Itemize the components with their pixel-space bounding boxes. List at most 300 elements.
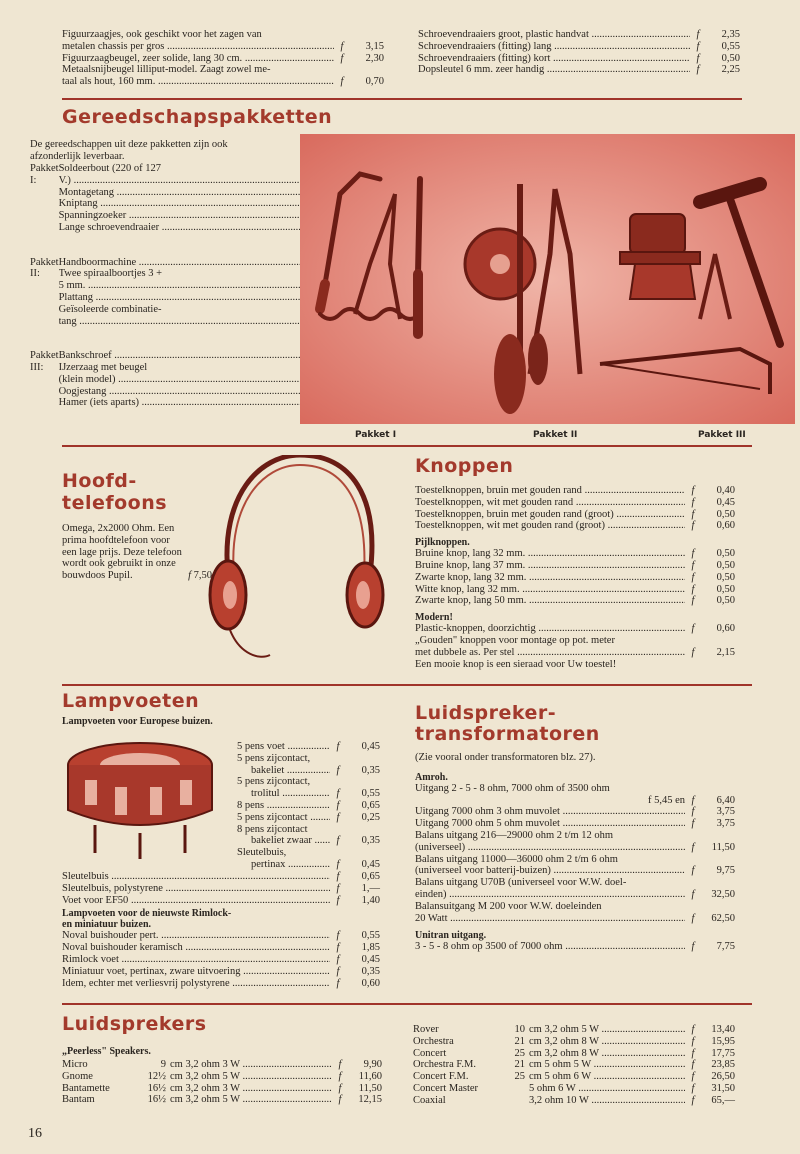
pakket-label: Pakket II: [30, 256, 59, 280]
currency-sign: f [691, 595, 695, 607]
price-row [415, 520, 735, 532]
price-row [62, 930, 380, 942]
item-price: 0,55 [361, 930, 380, 942]
divider [62, 445, 752, 447]
price-row [62, 954, 380, 966]
speaker-price: 23,85 [711, 1059, 735, 1071]
price-row [415, 485, 735, 497]
item-label: IJzerzaag met beugel [58, 361, 148, 373]
speaker-size: 16½ [147, 1082, 166, 1094]
speaker-spec: 5 ohm 6 W ..... [529, 1083, 685, 1095]
item-label: Schroevendraaiers (fitting) lang ..... [418, 41, 690, 53]
text-line: wordt ook gebruikt in onze [62, 558, 176, 570]
tube-socket-icon [68, 743, 212, 859]
item-price [701, 830, 735, 842]
item-price: 0,45 [361, 953, 380, 965]
currency-sign: f [691, 496, 695, 508]
speaker-name: Concert F.M. [413, 1071, 469, 1083]
item-label: einden) ..... [415, 889, 685, 901]
knoppen-slogan: Een mooie knop is een sieraad voor Uw toestel! [415, 658, 617, 670]
price-value: 7,50 [193, 569, 212, 581]
item-label: Sleutelbuis, polystyrene ..... [62, 883, 330, 895]
currency-sign: f [338, 1094, 342, 1106]
speaker-price: 12,15 [358, 1094, 382, 1106]
item-price: 3,15 [365, 40, 384, 52]
price-row [237, 753, 380, 765]
text-line: bouwdoos Pupil. [62, 570, 133, 582]
item-label: Voet voor EF50 ..... [62, 895, 330, 907]
item-label: 5 pens zijcontact, [237, 752, 311, 764]
item-label: 3 - 5 - 8 ohm op 3500 of 7000 ohm ..... [415, 941, 685, 953]
price-row [415, 548, 735, 560]
item-label: „Gouden" knoppen voor montage op pot. meter [415, 634, 615, 646]
screwdriver-icon [418, 179, 420, 334]
pakket-group [30, 350, 278, 424]
speaker-size [499, 1083, 529, 1095]
currency-sign: f [336, 930, 340, 942]
currency-sign: f [336, 835, 340, 847]
pakket-label: Pakket I: [30, 163, 59, 186]
price-row [415, 901, 735, 913]
currency-sign [330, 753, 346, 765]
currency-sign: f [336, 894, 340, 906]
item-price [701, 877, 735, 889]
currency-sign: f [691, 1024, 695, 1035]
currency-sign: f [691, 794, 695, 806]
currency-sign: f [696, 40, 700, 52]
item-price: 0,50 [716, 559, 735, 571]
price-row [62, 53, 384, 65]
item-label: Toestelknoppen, bruin met gouden rand (groot) ..... [415, 509, 685, 521]
item-label: Metaalsnijbeugel lilliput-model. Zaagt zowel me- [62, 64, 271, 76]
speaker-spec: cm 3,2 ohm 8 W ..... [529, 1048, 685, 1060]
item-price: 0,70 [365, 76, 384, 88]
price-row [415, 509, 735, 521]
item-price: 0,45 [361, 741, 380, 752]
item-label: Sleutelbuis, [237, 847, 287, 859]
speaker-spec: 3,2 ohm 10 W ..... [529, 1095, 685, 1107]
item-label: Spanningzoeker ..... [59, 210, 530, 222]
item-label: Bankschroef ..... [59, 350, 510, 362]
item-label: Dopsleutel 6 mm. zeer handig ..... [418, 64, 690, 76]
transformatoren-list [415, 752, 735, 953]
currency-sign: f [336, 741, 340, 752]
speaker-row [413, 1071, 735, 1083]
pakket-list [30, 163, 278, 424]
price-row [415, 595, 735, 607]
speaker-spec: cm 5 ohm 5 W ..... [529, 1059, 685, 1071]
page-number: 16 [28, 1126, 42, 1141]
currency-sign: f [691, 941, 695, 953]
item-price: 0,50 [716, 583, 735, 595]
item-label: Lange schroevendraaier ..... [59, 222, 530, 234]
item-price: 0,50 [716, 548, 735, 560]
section-title-knoppen: Knoppen [415, 455, 514, 477]
speaker-spec: cm 3,2 ohm 5 W ..... [170, 1071, 332, 1083]
currency-sign: f [340, 40, 344, 52]
item-label: Geïsoleerde combinatie- [58, 303, 162, 315]
item-label: Bruine knop, lang 37 mm. ..... [415, 560, 685, 572]
speaker-price: 13,40 [711, 1024, 735, 1035]
speaker-spec: cm 3,2 ohm 3 W ..... [170, 1059, 332, 1071]
item-price: 0,35 [361, 835, 380, 847]
item-label: 20 Watt ..... [415, 913, 685, 925]
currency-sign: f [336, 977, 340, 989]
speaker-price: 65,— [711, 1094, 735, 1106]
speaker-size: 9 [160, 1059, 166, 1070]
speaker-size: 16½ [147, 1094, 166, 1106]
speaker-name: Concert [413, 1047, 447, 1059]
text-line: een lage prijs. Deze telefoon [62, 546, 182, 558]
price-row [415, 806, 735, 818]
section-title-hoofdtelefoons: Hoofd- telefoons [62, 470, 168, 514]
currency-sign: f [338, 1082, 342, 1094]
item-price: 9,75 [716, 865, 735, 877]
speaker-spec: cm 3,2 ohm 8 W ..... [529, 1036, 685, 1048]
item-label: pertinax ..... [251, 859, 330, 871]
headphones-image [200, 455, 400, 670]
lampvoeten-list [237, 741, 380, 871]
price-row [62, 871, 380, 883]
item-label: Soldeerbout (220 of 127 [58, 163, 161, 174]
item-label: Kniptang ..... [59, 198, 530, 210]
speaker-price: 9,90 [363, 1059, 382, 1070]
currency-sign [685, 635, 701, 647]
rimlock-title: Lampvoeten voor de nieuwste Rimlock- [62, 908, 232, 920]
speaker-row [62, 1059, 382, 1071]
item-label: Noval buishouder pert. ..... [62, 930, 330, 942]
price-row [237, 800, 380, 812]
price-row [415, 635, 735, 647]
pakket-label: Pakket III: [30, 350, 59, 373]
price-row [62, 978, 380, 990]
item-price [350, 29, 384, 41]
peerless-subtitle: „Peerless" Speakers. [62, 1046, 151, 1057]
currency-sign: f [336, 764, 340, 776]
item-price: 0,60 [361, 977, 380, 989]
currency-sign: f [691, 485, 695, 496]
item-label: Oogjestang ..... [59, 386, 510, 398]
speaker-name: Orchestra F.M. [413, 1059, 477, 1071]
item-label: Balans uitgang 11000—36000 ohm 2 t/m 6 ohm [415, 853, 618, 865]
item-price: 0,50 [716, 508, 735, 520]
pakket-group [30, 257, 278, 343]
item-price: 11,50 [711, 841, 735, 853]
divider [62, 684, 752, 686]
section-title-transformatoren: Luidspreker- transformatoren [415, 702, 600, 745]
speaker-price: 26,50 [711, 1071, 735, 1083]
currency-sign: f [691, 646, 695, 658]
modern-title: Modern! [415, 612, 453, 624]
currency-sign: f [340, 76, 344, 88]
item-label: Figuurzaagjes, ook geschikt voor het zagen van [62, 29, 262, 40]
speaker-name: Gnome [62, 1070, 93, 1082]
item-label: 5 pens zijcontact ..... [237, 812, 330, 824]
speaker-spec: cm 5 ohm 6 W ..... [529, 1071, 685, 1083]
price-row [62, 883, 380, 895]
headphones-icon [210, 455, 383, 657]
currency-sign: f [691, 818, 695, 830]
item-price: 0,45 [361, 858, 380, 870]
item-price: 0,60 [716, 520, 735, 532]
currency-sign [685, 877, 701, 889]
price-row [237, 847, 380, 859]
currency-sign: f [691, 548, 695, 560]
currency-sign: f [336, 871, 340, 882]
price-row [237, 765, 380, 777]
speaker-price: 11,60 [358, 1070, 382, 1082]
currency-sign: f [336, 953, 340, 965]
speaker-name: Rover [413, 1024, 439, 1035]
speaker-name: Coaxial [413, 1094, 446, 1106]
currency-sign: f [691, 583, 695, 595]
item-price: 0,50 [716, 595, 735, 607]
lampvoeten-list-2 [62, 871, 380, 989]
speaker-row [62, 1083, 382, 1095]
divider [62, 1003, 752, 1005]
price-row [415, 647, 735, 659]
item-label: Schroevendraaiers (fitting) kort ..... [418, 53, 690, 65]
price-row [415, 560, 735, 572]
item-price: 3,75 [716, 818, 735, 830]
price-row [418, 53, 740, 65]
item-label: bakeliet zwaar ..... [251, 835, 330, 847]
currency-sign [334, 64, 350, 76]
currency-sign [685, 830, 701, 842]
speakers-left [62, 1059, 382, 1106]
item-price: 0,65 [361, 871, 380, 882]
price-row [415, 941, 735, 953]
item-price [701, 635, 735, 647]
currency-sign: f [691, 1047, 695, 1059]
speaker-price: 11,50 [358, 1082, 382, 1094]
item-label: Idem, echter met verliesvrij polystyrene ..... [62, 978, 330, 990]
item-label: trolitul ..... [251, 788, 330, 800]
divider [62, 98, 742, 100]
item-price: 32,50 [711, 888, 735, 900]
unitran-title: Unitran uitgang. [415, 930, 487, 942]
tools-photo [300, 134, 795, 424]
item-label: Bruine knop, lang 32 mm. ..... [415, 548, 685, 560]
currency-sign: f [336, 811, 340, 823]
currency-sign: f [691, 1094, 695, 1106]
item-price: 1,— [361, 882, 380, 894]
caption-pakket-1: Pakket I [355, 430, 397, 440]
currency-sign: f [691, 912, 695, 924]
pijlknoppen-title: Pijlknoppen. [415, 537, 470, 549]
item-label: metalen chassis per gros ..... [62, 41, 334, 53]
speaker-size: 21 [514, 1035, 525, 1047]
price-row [415, 854, 735, 866]
speaker-name: Bantamette [62, 1082, 110, 1094]
speakers-right [413, 1024, 735, 1107]
item-price: 0,60 [716, 623, 735, 635]
currency-sign: f [691, 571, 695, 583]
item-label: Hamer (iets aparts) ..... [59, 397, 510, 409]
price-row [415, 865, 735, 877]
hoofdtelefoon-text [62, 523, 212, 582]
price-row [62, 76, 384, 88]
speaker-row [413, 1036, 735, 1048]
item-label: (klein model) ..... [59, 374, 510, 386]
item-price: 0,50 [721, 52, 740, 64]
currency-sign: f [691, 888, 695, 900]
speaker-name: Micro [62, 1059, 88, 1070]
price-row [237, 812, 380, 824]
top-right-block [418, 29, 740, 76]
item-label: Rimlock voet ..... [62, 954, 330, 966]
caption-pakket-2: Pakket II [533, 430, 578, 440]
price-row [237, 741, 380, 753]
speaker-size: 25 [514, 1071, 525, 1083]
tube-socket-image [55, 735, 225, 870]
currency-sign: f [338, 1070, 342, 1082]
speaker-spec: cm 3,2 ohm 3 W ..... [170, 1083, 332, 1095]
currency-sign: f [691, 559, 695, 571]
item-label: Witte knop, lang 32 mm. ..... [415, 584, 685, 596]
price-row [415, 783, 735, 795]
item-label: Balans uitgang U70B (universeel voor W.W. doel- [415, 877, 627, 889]
item-label: Sleutelbuis ..... [62, 871, 330, 883]
price-row [415, 842, 735, 854]
speaker-row [413, 1083, 735, 1095]
item-label: 5 pens zijcontact, [237, 776, 311, 788]
speaker-name: Bantam [62, 1094, 95, 1106]
currency-sign: f [338, 1059, 342, 1070]
currency-sign: f [336, 799, 340, 811]
item-label: Miniatuur voet, pertinax, zware uitvoering ..... [62, 966, 330, 978]
item-label: Toestelknoppen, bruin met gouden rand ..... [415, 485, 685, 497]
section-title-gereedschap: Gereedschapspakketten [62, 106, 333, 128]
gereedschap-intro: De gereedschappen uit deze pakketten zijn ook afzonderlijk leverbaar. [30, 139, 228, 162]
item-label: Schroevendraaiers groot, plastic handvat ..... [418, 29, 690, 41]
text-line: Omega, 2x2000 Ohm. Een [62, 523, 175, 534]
amroh-title: Amroh. [415, 771, 448, 783]
item-price: 1,40 [361, 894, 380, 906]
speaker-row [413, 1095, 735, 1107]
price-row [418, 29, 740, 41]
item-price: 0,35 [361, 965, 380, 977]
item-price [701, 783, 735, 795]
item-label: taal als hout, 160 mm. ..... [62, 76, 334, 88]
currency-sign: f [691, 1059, 695, 1071]
top-left-block [62, 29, 384, 88]
item-label: met dubbele as. Per stel ..... [415, 647, 685, 659]
currency-sign: f [696, 52, 700, 64]
currency-sign: f [691, 1035, 695, 1047]
item-price: 0,35 [361, 764, 380, 776]
price-row [418, 64, 740, 76]
item-price: 7,75 [716, 941, 735, 953]
item-price: 62,50 [711, 912, 735, 924]
price-row [237, 859, 380, 871]
price-row [415, 877, 735, 889]
section-title-lampvoeten: Lampvoeten [62, 690, 200, 712]
rimlock-title: en miniatuur buizen. [62, 919, 151, 931]
item-price: 2,15 [716, 646, 735, 658]
item-label: (universeel) ..... [415, 842, 685, 854]
lampvoeten-subtitle: Lampvoeten voor Europese buizen. [62, 716, 213, 727]
item-price [346, 824, 380, 836]
price-row [415, 497, 735, 509]
speaker-size: 10 [514, 1024, 525, 1035]
pakket-group [30, 163, 278, 249]
item-price: 1,85 [361, 942, 380, 954]
price-row [415, 889, 735, 901]
currency-sign: f [691, 623, 695, 635]
item-label: (universeel voor batterij-buizen) ..... [415, 865, 685, 877]
currency-sign: f [336, 788, 340, 800]
speaker-row [413, 1048, 735, 1060]
price-row [62, 29, 384, 41]
speaker-spec: cm 3,2 ohm 5 W ..... [170, 1094, 332, 1106]
speaker-size: 25 [514, 1047, 525, 1059]
item-label: Twee spiraalboortjes 3 + [58, 268, 163, 280]
item-label: 8 pens zijcontact [237, 823, 308, 835]
price-row [415, 584, 735, 596]
currency-sign: f [691, 1082, 695, 1094]
item-price [346, 753, 380, 765]
item-label: tang ..... [59, 316, 507, 328]
speaker-row [413, 1059, 735, 1071]
item-price: 0,25 [361, 811, 380, 823]
item-price: 0,55 [721, 40, 740, 52]
section-title-luidsprekers: Luidsprekers [62, 1013, 207, 1035]
item-label: Handboormachine ..... [59, 257, 507, 269]
item-price: 3,75 [716, 806, 735, 818]
item-label: Plattang ..... [59, 292, 507, 304]
item-price [346, 776, 380, 788]
price-row [62, 895, 380, 907]
item-label: Balans uitgang 216—29000 ohm 2 t/m 12 ohm [415, 829, 614, 841]
currency-sign: f [691, 508, 695, 520]
currency-sign [330, 847, 346, 859]
currency-sign: f [696, 29, 700, 40]
price-row [237, 824, 380, 836]
item-label: Zwarte knop, lang 50 mm. ..... [415, 595, 685, 607]
currency-sign: f [691, 1071, 695, 1083]
price-row [62, 942, 380, 954]
speaker-price: 17,75 [711, 1047, 735, 1059]
currency-sign: f [336, 882, 340, 894]
price-row [418, 41, 740, 53]
currency-sign: f [336, 965, 340, 977]
item-label: Noval buishouder keramisch ..... [62, 942, 330, 954]
currency-sign [685, 783, 701, 795]
currency-sign: f [691, 806, 695, 818]
small-screwdriver-icon [528, 333, 548, 385]
item-label: Uitgang 2 - 5 - 8 ohm, 7000 ohm of 3500 ohm [415, 782, 610, 794]
speaker-price: 15,95 [711, 1035, 735, 1047]
price-row [415, 913, 735, 925]
currency-sign: f [336, 942, 340, 954]
item-price: 0,50 [716, 571, 735, 583]
currency-sign: f [691, 520, 695, 532]
item-label: 5 mm. ..... [59, 280, 507, 292]
item-price: 0,45 [716, 496, 735, 508]
price-row [415, 623, 735, 635]
speaker-size: 12½ [147, 1070, 166, 1082]
currency-sign: f [691, 865, 695, 877]
price-row [62, 41, 384, 53]
item-label: Balansuitgang M 200 voor W.W. doeleinden [415, 900, 602, 912]
currency-sign [685, 901, 701, 913]
item-price [701, 854, 735, 866]
currency-sign: f [336, 858, 340, 870]
item-label: Montagetang ..... [59, 187, 530, 199]
currency-sign [334, 29, 350, 41]
item-price [701, 901, 735, 913]
